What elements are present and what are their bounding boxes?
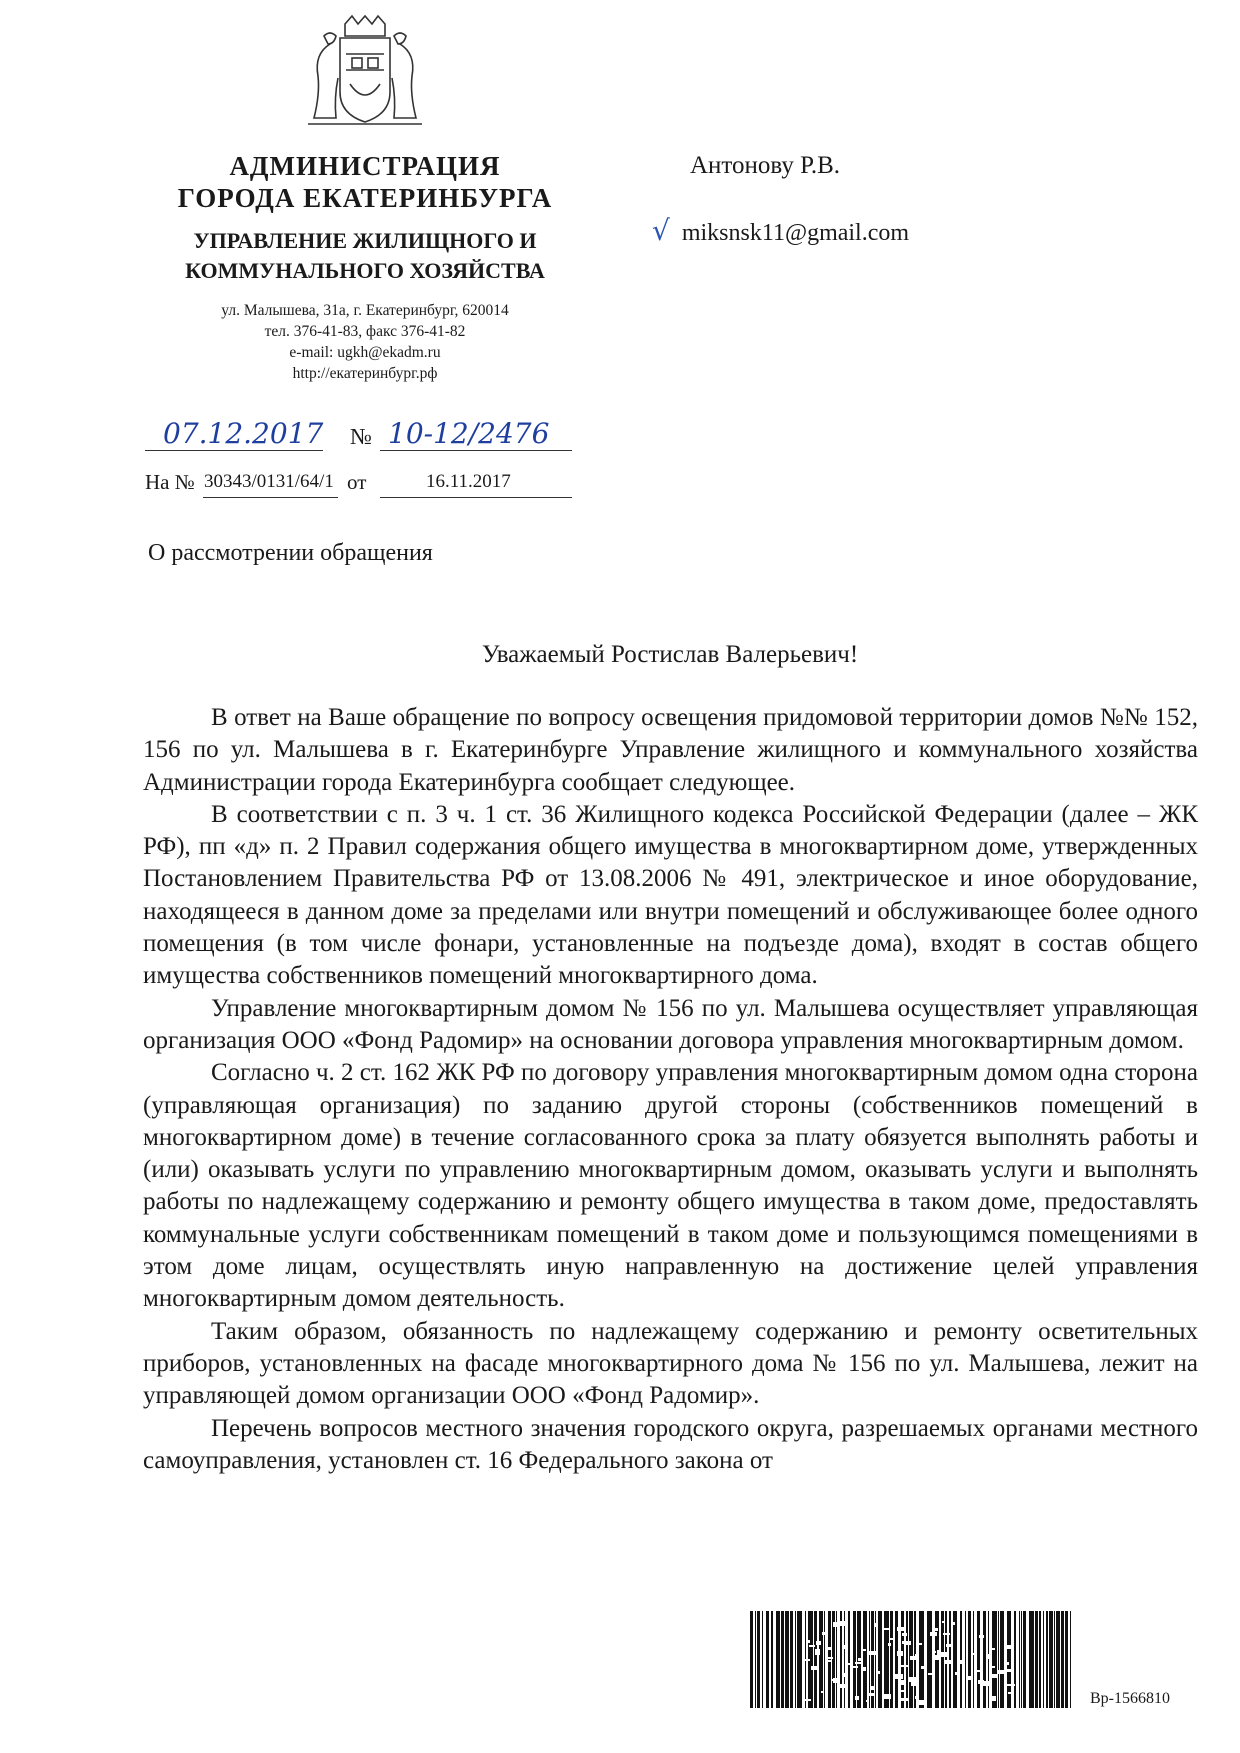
contact-block <box>170 300 560 384</box>
reference-label: На № <box>145 470 195 494</box>
org-line-2: ГОРОДА ЕКАТЕРИНБУРГА <box>177 183 553 213</box>
registration-date: 07.12.2017 <box>163 417 324 450</box>
website: http://екатеринбург.рф <box>292 365 438 382</box>
reference-number: 30343/0131/64/1 <box>204 471 334 492</box>
greeting: Уважаемый Ростислав Валерьевич! <box>481 641 859 668</box>
reference-date-underline <box>380 497 572 498</box>
registration-number: 10-12/2476 <box>388 417 550 450</box>
barcode-image <box>750 1611 1074 1708</box>
paragraph: В соответствии с п. 3 ч. 1 ст. 36 Жилищного кодекса Российской Федерации (далее – ЖК РФ), пп «д» п. 2 Правил содержания общего имущества в многоквартирном доме, утвержденных Постановлением Правительства РФ от 13.08.2006 № 491, электрическое и иное оборудование, находящееся в данном доме за пределами или внутри помещений и обслуживающее более одного помещения (в том числе фонари, установленные на подъезде дома), входят в состав общего имущества собственников помещений многоквартирного дома. <box>143 800 1198 990</box>
reference-underline <box>203 497 338 498</box>
letter-body <box>143 702 1198 1477</box>
barcode-code: Вр-1566810 <box>1090 1690 1170 1707</box>
recipient-email: miksnsk11@gmail.com <box>681 220 910 246</box>
reference-date: 16.11.2017 <box>426 471 511 492</box>
recipient-email-row <box>652 214 909 247</box>
number-underline <box>380 450 572 451</box>
dept-line-1: УПРАВЛЕНИЕ ЖИЛИЩНОГО И <box>193 228 537 253</box>
address: ул. Малышева, 31а, г. Екатеринбург, 620014 <box>221 302 509 319</box>
org-line-1: АДМИНИСТРАЦИЯ <box>229 151 501 181</box>
subject-line: О рассмотрении обращения <box>148 540 433 566</box>
dept-line-2: КОММУНАЛЬНОГО ХОЗЯЙСТВА <box>185 258 545 283</box>
phone: тел. 376-41-83, факс 376-41-82 <box>264 323 466 340</box>
recipient-name: Антонову Р.В. <box>690 152 841 179</box>
checkmark-icon: √ <box>652 214 670 247</box>
number-label: № <box>350 424 372 449</box>
paragraph: В ответ на Ваше обращение по вопросу освещения придомовой территории домов №№ 152, 156 по ул. Малышева в г. Екатеринбурге Управление жилищного и коммунального хозяйства Администрации города Екатеринбурга сообщает следующее. <box>143 704 1198 796</box>
paragraph: Согласно ч. 2 ст. 162 ЖК РФ по договору управления многоквартирным домом одна сторона (управляющая организация) по заданию другой стороны (собственников помещений в многоквартирном доме) в течение согласованного срока за плату обязуется выполнять работы и (или) оказывать услуги по управлению многоквартирным домом, оказывать услуги и выполнять работы по надлежащему содержанию и ремонту общего имущества в таком доме, предоставлять коммунальные услуги собственникам помещений в таком доме и пользующимся помещениями в этом доме лицам, осуществлять иную направленную на достижение целей управления многоквартирным домом деятельность. <box>143 1059 1198 1313</box>
paragraph: Управление многоквартирным домом № 156 по ул. Малышева осуществляет управляющая организация ООО «Фонд Радомир» на основании договора управления многоквартирным домом. <box>143 994 1198 1054</box>
paragraph: Таким образом, обязанность по надлежащему содержанию и ремонту осветительных приборов, установленных на фасаде многоквартирного дома № 156 по ул. Малышева, лежит на управляющей домом организации ООО «Фонд Радомир». <box>143 1317 1198 1410</box>
paragraph: Перечень вопросов местного значения городского округа, разрешаемых органами местного самоуправления, установлен ст. 16 Федерального закона от <box>143 1414 1198 1474</box>
reference-from-label: от <box>347 470 367 494</box>
department-name <box>130 226 600 286</box>
date-underline <box>145 450 323 451</box>
coat-of-arms-emblem <box>300 14 430 134</box>
organization-name <box>130 150 600 214</box>
org-email: e-mail: ugkh@ekadm.ru <box>289 344 441 361</box>
